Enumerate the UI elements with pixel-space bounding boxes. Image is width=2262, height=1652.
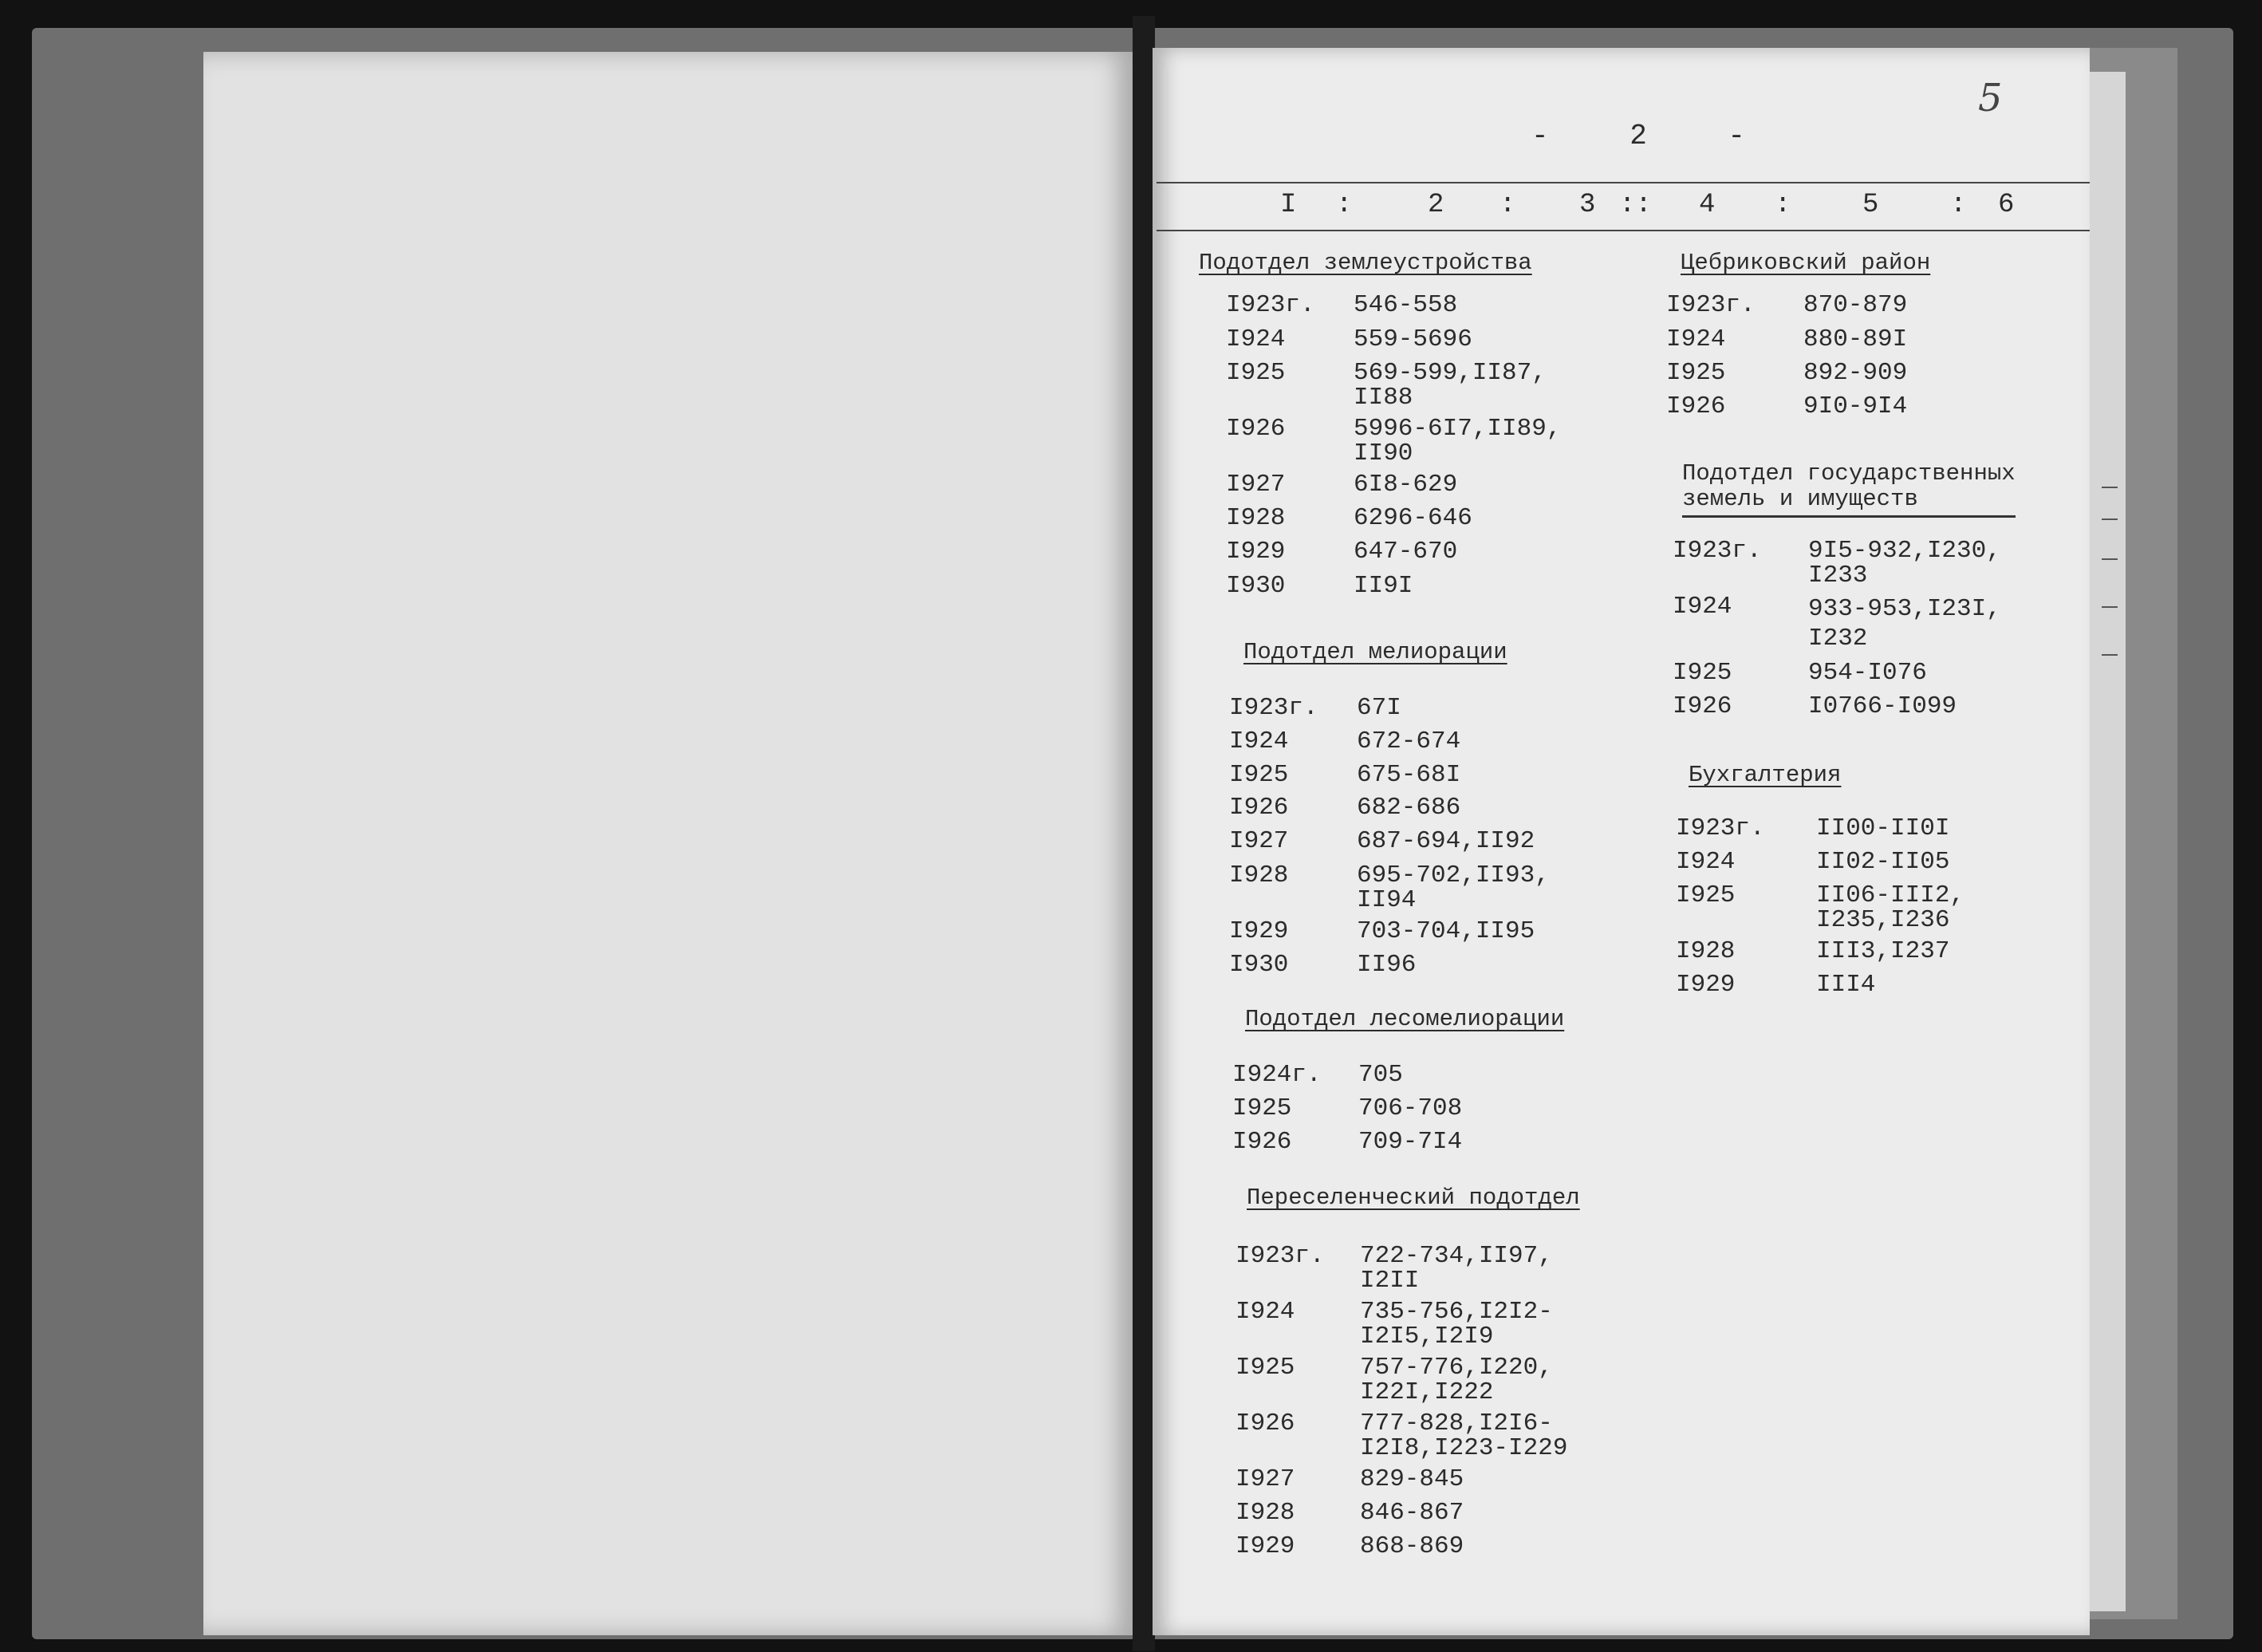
file-range: 933-953,I23I, I232 <box>1808 595 2001 653</box>
file-range: 647-670 <box>1354 538 1458 566</box>
file-range: 9I5-932,I230, I233 <box>1808 537 2001 589</box>
section-title: Бухгалтерия <box>1689 762 1842 788</box>
year-label: I926 <box>1232 1128 1292 1156</box>
year-label: I924 <box>1666 325 1726 353</box>
file-range: 868-869 <box>1360 1532 1464 1560</box>
file-range: 870-879 <box>1803 291 1908 319</box>
year-label: I926 <box>1226 415 1286 443</box>
year-label: I928 <box>1226 504 1286 532</box>
file-range: 675-68I <box>1357 761 1461 789</box>
year-label: I929 <box>1235 1532 1295 1560</box>
year-label: I923г. <box>1673 537 1762 565</box>
file-range: 695-702,II93, II94 <box>1357 861 1550 914</box>
section-title: Подотдел лесомелиорации <box>1245 1006 1565 1032</box>
margin-page-note: 5 <box>1978 76 2003 120</box>
year-label: I924 <box>1673 593 1732 621</box>
column-separator: : <box>1950 190 1967 220</box>
page-edge-tick <box>2102 654 2118 656</box>
file-range: 829-845 <box>1360 1465 1464 1493</box>
file-range: II02-II05 <box>1816 848 1950 876</box>
column-separator: : <box>1499 190 1516 220</box>
year-label: I924 <box>1676 848 1736 876</box>
year-label: I925 <box>1235 1354 1295 1382</box>
section-title: Цебриковский район <box>1681 250 1931 276</box>
year-label: I928 <box>1229 861 1289 889</box>
file-range: 682-686 <box>1357 794 1461 822</box>
year-label: I930 <box>1226 572 1286 600</box>
file-range: 5996-6I7,II89, II90 <box>1354 415 1562 467</box>
column-number: I <box>1280 190 1297 220</box>
column-separator: : <box>1775 190 1791 220</box>
file-range: 569-599,II87, II88 <box>1354 359 1547 412</box>
file-range: 559-5696 <box>1354 325 1472 353</box>
year-label: I923г. <box>1235 1242 1325 1270</box>
year-label: I924г. <box>1232 1061 1322 1089</box>
column-separator: :: <box>1619 190 1652 220</box>
year-label: I930 <box>1229 951 1289 979</box>
file-range: 846-867 <box>1360 1499 1464 1527</box>
year-label: I923г. <box>1229 694 1318 722</box>
column-number: 2 <box>1428 190 1444 220</box>
file-range: 687-694,II92 <box>1357 827 1535 855</box>
year-label: I925 <box>1229 761 1289 789</box>
file-range: 672-674 <box>1357 727 1461 755</box>
file-range: 67I <box>1357 694 1401 722</box>
file-range: II06-III2, I235,I236 <box>1816 881 1965 934</box>
section-title: Подотдел мелиорации <box>1243 639 1507 665</box>
page-edge-tick <box>2102 518 2118 520</box>
year-label: I923г. <box>1676 814 1765 842</box>
file-range: 709-7I4 <box>1358 1128 1463 1156</box>
year-label: I924 <box>1235 1298 1295 1326</box>
page-number: - 2 - <box>1531 120 1778 152</box>
year-label: I927 <box>1235 1465 1295 1493</box>
year-label: I924 <box>1229 727 1289 755</box>
file-range: 954-I076 <box>1808 659 1927 687</box>
file-range: 705 <box>1358 1061 1403 1089</box>
section-title: Подотдел землеустройства <box>1199 250 1532 276</box>
column-number: 6 <box>1998 190 2015 220</box>
column-number: 4 <box>1699 190 1716 220</box>
year-label: I925 <box>1673 659 1732 687</box>
page-edge-tick <box>2102 487 2118 488</box>
year-label: I926 <box>1666 392 1726 420</box>
year-label: I923г. <box>1226 291 1315 319</box>
file-range: II9I <box>1354 572 1413 600</box>
year-label: I924 <box>1226 325 1286 353</box>
file-range: 777-828,I2I6- I2I8,I223-I229 <box>1360 1410 1568 1462</box>
file-range: II96 <box>1357 951 1417 979</box>
year-label: I925 <box>1232 1094 1292 1122</box>
file-range: 546-558 <box>1354 291 1458 319</box>
page-edge-tick <box>2102 606 2118 608</box>
file-range: I0766-I099 <box>1808 692 1957 720</box>
book-spine <box>1133 16 1155 1651</box>
column-number: 3 <box>1579 190 1596 220</box>
file-range: 706-708 <box>1358 1094 1463 1122</box>
file-range: 722-734,II97, I2II <box>1360 1242 1553 1295</box>
year-label: I928 <box>1676 937 1736 965</box>
year-label: I925 <box>1676 881 1736 909</box>
section-title: Переселенческий подотдел <box>1247 1185 1580 1211</box>
year-label: I925 <box>1666 359 1726 387</box>
year-label: I925 <box>1226 359 1286 387</box>
column-number: 5 <box>1862 190 1879 220</box>
section-title-line: земель и имуществ <box>1682 486 1918 512</box>
file-range: 757-776,I220, I22I,I222 <box>1360 1354 1553 1406</box>
file-range: 880-89I <box>1803 325 1908 353</box>
year-label: I927 <box>1226 471 1286 499</box>
column-number-row <box>1157 182 2090 231</box>
left-blank-page <box>203 52 1133 1635</box>
page-stack-edge <box>2090 72 2126 1611</box>
file-range: 892-909 <box>1803 359 1908 387</box>
year-label: I929 <box>1229 917 1289 945</box>
year-label: I928 <box>1235 1499 1295 1527</box>
file-range: II00-II0I <box>1816 814 1950 842</box>
column-separator: : <box>1336 190 1353 220</box>
year-label: I923г. <box>1666 291 1756 319</box>
file-range: 6I8-629 <box>1354 471 1458 499</box>
file-range: 735-756,I2I2- I2I5,I2I9 <box>1360 1298 1553 1350</box>
section-title-line: Подотдел государственных <box>1682 460 2016 487</box>
year-label: I929 <box>1226 538 1286 566</box>
file-range: III4 <box>1816 971 1876 999</box>
section-title-two-line <box>1682 461 2016 518</box>
file-range: 6296-646 <box>1354 504 1472 532</box>
file-range: III3,I237 <box>1816 937 1950 965</box>
year-label: I926 <box>1229 794 1289 822</box>
year-label: I926 <box>1673 692 1732 720</box>
year-label: I929 <box>1676 971 1736 999</box>
file-range: 703-704,II95 <box>1357 917 1535 945</box>
file-range: 9I0-9I4 <box>1803 392 1908 420</box>
year-label: I927 <box>1229 827 1289 855</box>
year-label: I926 <box>1235 1410 1295 1437</box>
page-edge-tick <box>2102 558 2118 560</box>
